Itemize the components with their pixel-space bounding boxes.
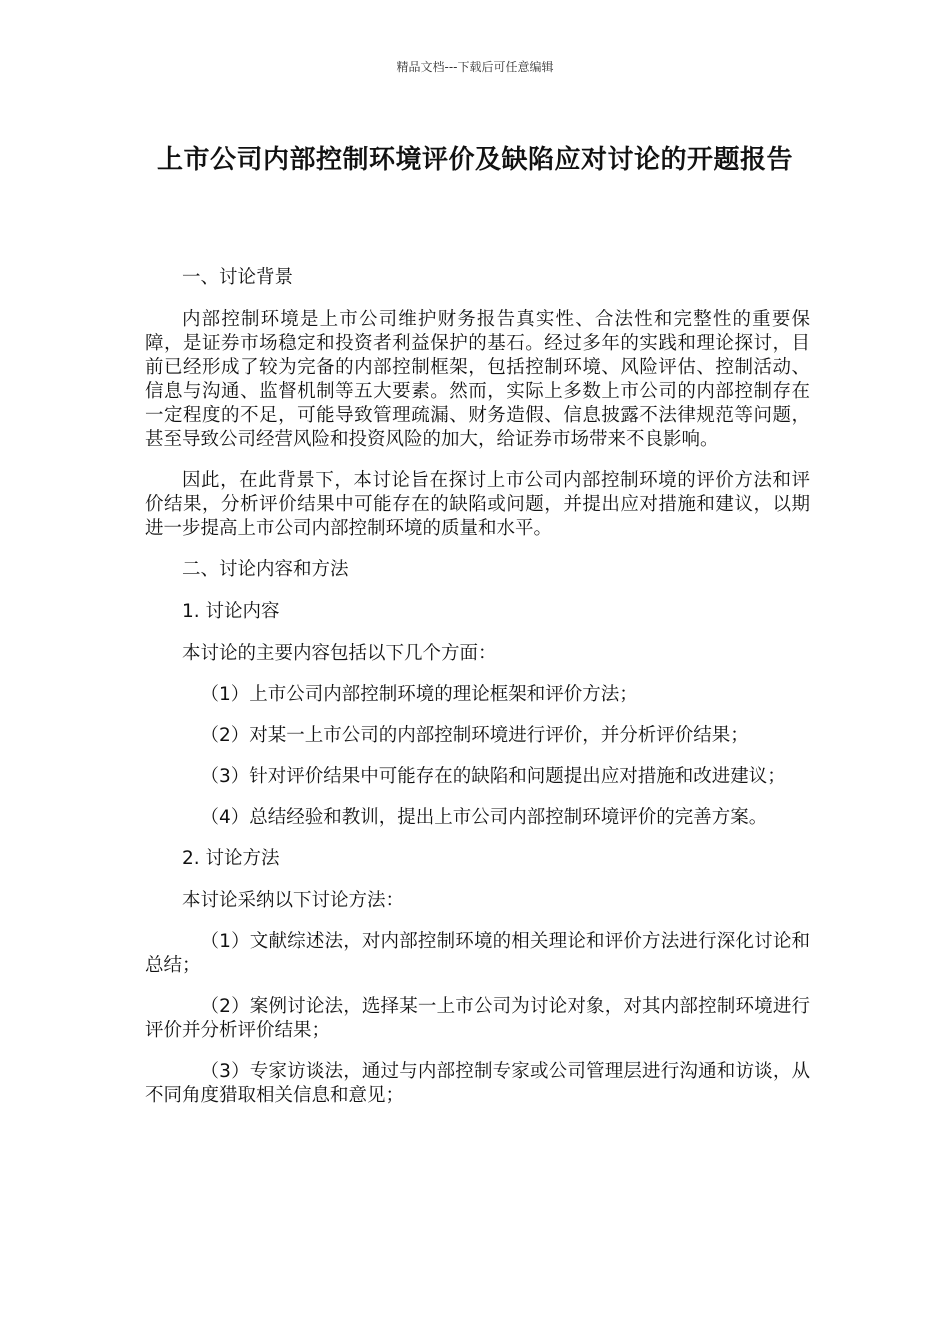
header-note: 精品文档---下载后可任意编辑 [396, 60, 554, 74]
subheading-content: 1. 讨论内容 [182, 601, 280, 622]
method-intro: 本讨论采纳以下讨论方法： [182, 890, 405, 911]
content-item: （4）总结经验和教训，提出上市公司内部控制环境评价的完善方案。 [200, 807, 768, 828]
content-item: （1）上市公司内部控制环境的理论框架和评价方法； [200, 684, 638, 705]
paragraph-background-2: 因此，在此背景下，本讨论旨在探讨上市公司内部控制环境的评价方法和评价结果，分析评价结果中可能存在的缺陷或问题，并提出应对措施和建议，以期进一步提高上市公司内部控制环境的质量和水平。 [145, 470, 810, 539]
subheading-method: 2. 讨论方法 [182, 848, 280, 869]
section-heading-content-method: 二、讨论内容和方法 [182, 559, 349, 580]
method-item: （1）文献综述法，对内部控制环境的相关理论和评价方法进行深化讨论和总结； [145, 931, 810, 976]
document-title: 上市公司内部控制环境评价及缺陷应对讨论的开题报告 [156, 145, 793, 175]
content-item: （3）针对评价结果中可能存在的缺陷和问题提出应对措施和改进建议； [200, 766, 786, 787]
method-item: （3）专家访谈法，通过与内部控制专家或公司管理层进行沟通和访谈，从不同角度猎取相关信息和意见； [145, 1061, 810, 1106]
content-intro: 本讨论的主要内容包括以下几个方面： [182, 643, 497, 664]
section-heading-background: 一、讨论背景 [182, 267, 294, 288]
content-item: （2）对某一上市公司的内部控制环境进行评价，并分析评价结果； [200, 725, 749, 746]
method-item: （2）案例讨论法，选择某一上市公司为讨论对象，对其内部控制环境进行评价并分析评价结果； [145, 996, 810, 1041]
paragraph-background-1: 内部控制环境是上市公司维护财务报告真实性、合法性和完整性的重要保障，是证券市场稳定和投资者利益保护的基石。经过多年的实践和理论探讨，目前已经形成了较为完备的内部控制框架，包括控制环境、风险评估、控制活动、信息与沟通、监督机制等五大要素。然而，实际上多数上市公司的内部控制存在一定程度的不足，可能导致管理疏漏、财务造假、信息披露不法律规范等问题，甚至导致公司经营风险和投资风险的加大，给证券市场带来不良影响。 [145, 309, 810, 450]
document-body [145, 266, 810, 1125]
